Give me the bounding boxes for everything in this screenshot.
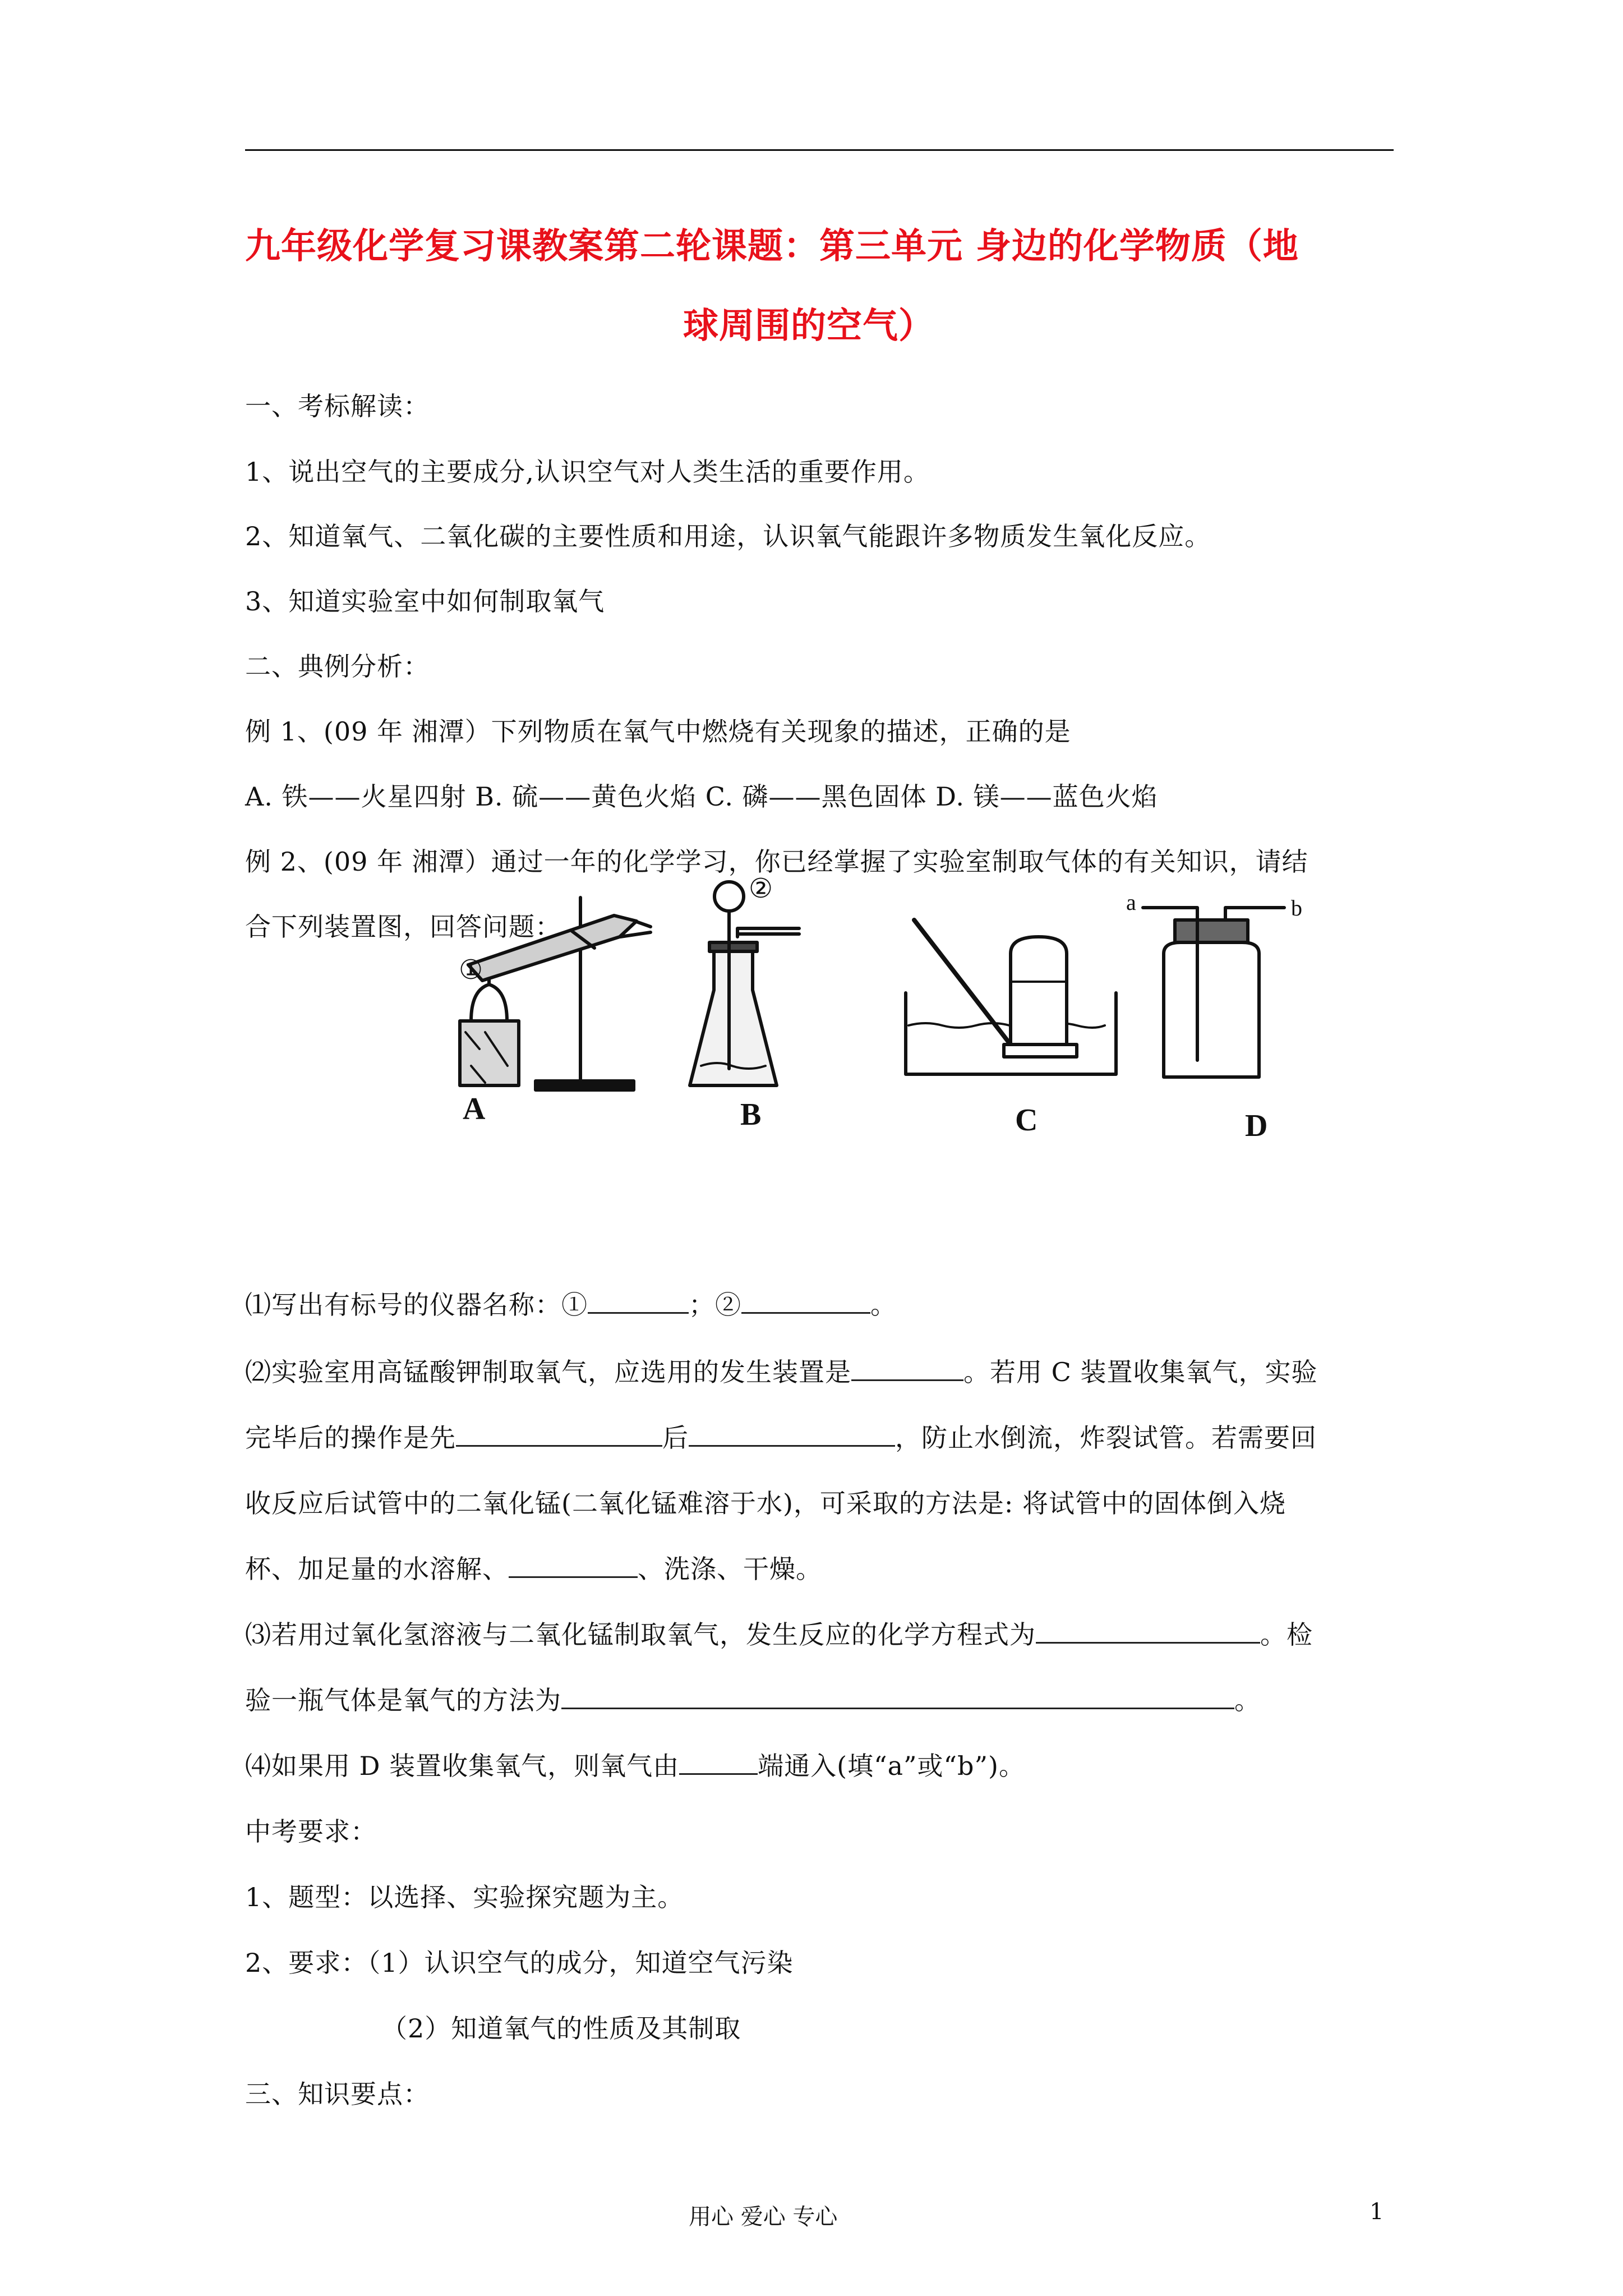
question-4: ⑷如果用 D 装置收集氧气，则氧气由 端通入(填“a”或“b”)。 [245,1746,1025,1783]
page-number: 1 [1370,2199,1384,2225]
doc-title-line2: 球周围的空气） [683,305,934,346]
marker-1-label: ① [459,955,483,985]
label-b: B [740,1097,762,1132]
objective-1: 1、说出空气的主要成分,认识空气对人类生活的重要作用。 [245,457,930,487]
objective-3: 3、知道实验室中如何制取氧气 [245,586,605,616]
example1-options: A. 铁——火星四射 B. 硫——黄色火焰 C. 磷——黑色固体 D. 镁——蓝色火焰 [245,781,1158,812]
section3-heading: 三、知识要点： [245,2079,430,2109]
apparatus-b [690,882,799,1085]
generator-blank[interactable] [851,1355,963,1381]
port-blank[interactable] [679,1749,758,1775]
question-3-line1: ⑶若用过氧化氢溶液与二氧化锰制取氧气，发生反应的化学方程式为 。检 [245,1614,1313,1651]
apparatus-d [1143,908,1284,1077]
apparatus-a [460,898,651,1090]
example2-line2: 合下列装置图，回答问题： [245,912,561,942]
answer-blank-1[interactable] [588,1287,689,1314]
requirements-heading: 中考要求： [245,1816,377,1847]
question-1: ⑴写出有标号的仪器名称：① ；② 。 [245,1285,897,1322]
equation-blank[interactable] [1036,1617,1260,1644]
port-a-label: a [1126,890,1136,915]
label-d: D [1245,1108,1268,1143]
footer-motto: 用心 爱心 专心 [689,2204,838,2230]
question-3-line2: 验一瓶气体是氧气的方法为 。 [245,1680,1261,1717]
label-a: A [463,1092,486,1126]
example2-line1: 例 2、(09 年 湘潭）通过一年的化学学习，你已经掌握了实验室制取气体的有关知识，请结 [245,846,1308,877]
second-step-blank[interactable] [689,1420,895,1447]
section2-heading: 二、典例分析： [245,651,430,682]
requirement-1: 1、题型：以选择、实验探究题为主。 [245,1882,684,1912]
test-method-blank[interactable] [561,1683,1234,1709]
question-2-line4: 杯、加足量的水溶解、 、洗涤、干燥。 [245,1549,822,1586]
requirement-2: 2、要求：（1）认识空气的成分，知道空气污染 [245,1948,794,1978]
question-2-line2: 完毕后的操作是先 后 ，防止水倒流，炸裂试管。若需要回 [245,1418,1317,1455]
question-2-line1: ⑵实验室用高锰酸钾制取氧气，应选用的发生装置是 。若用 C 装置收集氧气，实验 [245,1352,1317,1389]
answer-blank-2[interactable] [741,1287,870,1314]
port-b-label: b [1291,895,1302,921]
example1-question: 例 1、(09 年 湘潭）下列物质在氧气中燃烧有关现象的描述，正确的是 [245,716,1071,747]
label-c: C [1015,1103,1038,1138]
requirement-2b: （2）知道氧气的性质及其制取 [381,2013,741,2044]
objective-2: 2、知道氧气、二氧化碳的主要性质和用途，认识氧气能跟许多物质发生氧化反应。 [245,521,1211,551]
apparatus-c [906,920,1116,1074]
question-2-line3: 收反应后试管中的二氧化锰(二氧化锰难溶于水)，可采取的方法是: 将试管中的固体倒入烧 [245,1488,1287,1519]
method-blank[interactable] [509,1552,638,1578]
header-rule [245,149,1394,151]
section1-heading: 一、考标解读： [245,391,430,421]
first-step-blank[interactable] [456,1420,662,1447]
marker-2-label: ② [749,874,773,904]
doc-title-line1: 九年级化学复习课教案第二轮课题：第三单元 身边的化学物质（地 [245,225,1299,266]
apparatus-figure [387,853,1374,1156]
